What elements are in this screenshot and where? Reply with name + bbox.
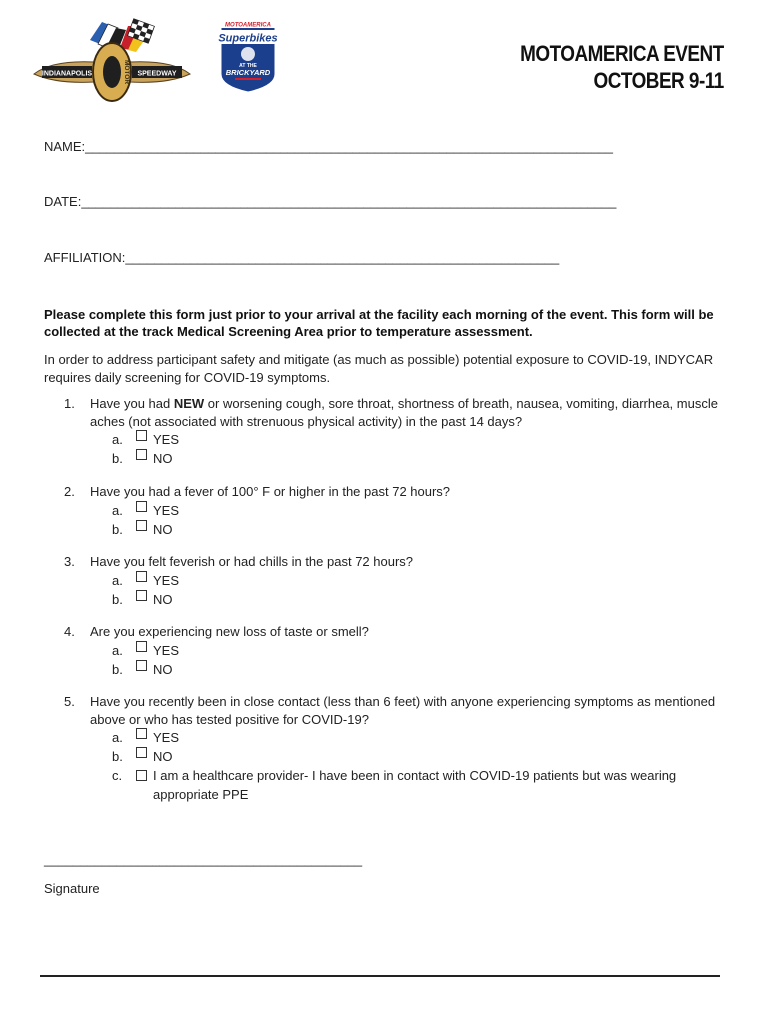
- motoamerica-superbikes-brickyard-logo: [207, 14, 289, 94]
- question-emphasis: NEW: [173, 396, 205, 411]
- checkbox[interactable]: [136, 449, 147, 460]
- name-field[interactable]: [44, 139, 613, 154]
- affiliation-line[interactable]: ____________________________________________________________: [125, 250, 560, 265]
- checkbox[interactable]: [136, 520, 147, 531]
- option-no[interactable]: b. NO: [112, 661, 173, 677]
- question-3: [64, 553, 724, 609]
- event-title: [520, 40, 724, 94]
- date-field[interactable]: [44, 194, 616, 209]
- checkbox[interactable]: [136, 590, 147, 601]
- signature-label: Signature: [44, 881, 100, 896]
- moto-top-text: MOTOAMERICA: [225, 22, 271, 29]
- question-5: [64, 693, 724, 804]
- instruction-text: Please complete this form just prior to your arrival at the facility each morning of the event. This form will be collected at the track Medical Screening Area prior to temperature assessment.: [44, 307, 714, 339]
- question-number: 4.: [64, 624, 75, 639]
- event-title-line2: OCTOBER 9-11: [593, 68, 724, 93]
- motorcycle-icon: [241, 47, 255, 61]
- ims-text-left: INDIANAPOLIS: [41, 70, 93, 78]
- checkbox[interactable]: [136, 430, 147, 441]
- checkbox[interactable]: [136, 728, 147, 739]
- option-yes[interactable]: a. YES: [112, 502, 180, 518]
- option-no[interactable]: b. NO: [112, 749, 173, 764]
- moto-main-text: Superbikes: [218, 32, 278, 45]
- intro-text: In order to address participant safety and mitigate (as much as possible) potential exposure to COVID-19, INDYCAR requires daily screening for COVID-19 symptoms.: [44, 352, 714, 385]
- question-4: [64, 623, 724, 679]
- checkbox[interactable]: [136, 501, 147, 512]
- affiliation-label: AFFILIATION:: [44, 250, 126, 265]
- question-number: 1.: [64, 396, 75, 411]
- option-no[interactable]: b. NO: [112, 591, 173, 607]
- question-number: 3.: [64, 554, 75, 569]
- date-line[interactable]: __________________________________________________________________________: [81, 194, 617, 209]
- question-text: Have you had a fever of 100° F or higher in the past 72 hours?: [90, 484, 451, 499]
- date-label: DATE:: [44, 194, 82, 209]
- option-healthcare-provider[interactable]: c. I am a healthcare provider- I have been in contact with COVID-19 patients but was wearing appropriate PPE: [112, 768, 677, 802]
- footer-divider: [40, 975, 720, 977]
- checkbox[interactable]: [136, 770, 147, 781]
- question-text: Have you had NEW or worsening cough, sore throat, shortness of breath, nausea, vomiting, diarrhea, muscle aches (not associated with strenuous physical activity) in the past 14 days?: [90, 396, 718, 429]
- option-yes[interactable]: a. YES: [112, 572, 180, 588]
- option-no[interactable]: b. NO: [112, 451, 173, 466]
- option-yes[interactable]: a. YES: [112, 730, 180, 745]
- affiliation-field[interactable]: [44, 250, 559, 265]
- signature-line[interactable]: ____________________________________________: [44, 852, 363, 867]
- event-title-line1: MOTOAMERICA EVENT: [520, 41, 724, 66]
- moto-at-text: AT THE: [239, 63, 257, 69]
- indianapolis-motor-speedway-logo: [32, 18, 192, 102]
- question-number: 5.: [64, 694, 75, 709]
- name-label: NAME:: [44, 139, 86, 154]
- checkbox[interactable]: [136, 641, 147, 652]
- checkbox[interactable]: [136, 660, 147, 671]
- option-no[interactable]: b. NO: [112, 521, 173, 537]
- question-text: Have you recently been in close contact (less than 6 feet) with anyone experiencing symptoms as mentioned above or who has tested positive for COVID-19?: [90, 694, 716, 727]
- question-text: Are you experiencing new loss of taste or smell?: [90, 624, 369, 639]
- ims-text-center: MOTOR: [123, 59, 130, 85]
- question-2: [64, 483, 724, 539]
- moto-bottom-text: BRICKYARD: [225, 68, 271, 77]
- option-yes[interactable]: a. YES: [112, 432, 180, 447]
- question-1: [64, 395, 724, 468]
- option-yes[interactable]: a. YES: [112, 642, 180, 658]
- ims-text-right: SPEEDWAY: [137, 70, 177, 78]
- checkbox[interactable]: [136, 571, 147, 582]
- checkbox[interactable]: [136, 747, 147, 758]
- question-number: 2.: [64, 484, 75, 499]
- name-line[interactable]: _________________________________________________________________________: [85, 139, 613, 154]
- question-text: Have you felt feverish or had chills in the past 72 hours?: [90, 554, 414, 569]
